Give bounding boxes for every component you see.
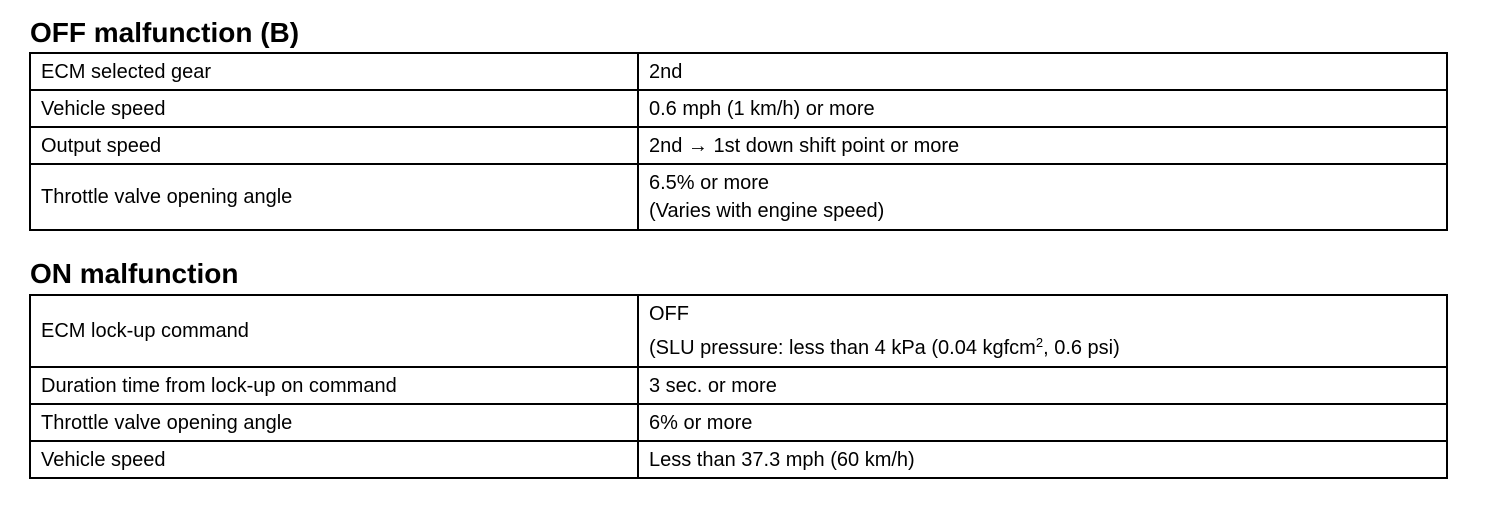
table-row [30, 164, 1447, 230]
condition-value: 3 sec. or more [638, 367, 1447, 404]
superscript: 2 [1035, 335, 1044, 350]
table-row [30, 295, 1447, 367]
condition-item: Throttle valve opening angle [30, 404, 638, 441]
off-malfunction-table [29, 52, 1448, 231]
value-line: (Varies with engine speed) [649, 200, 885, 222]
condition-value: 6% or more [638, 404, 1447, 441]
table-row [30, 53, 1447, 90]
condition-value [638, 164, 1447, 230]
off-malfunction-title: OFF malfunction (B) [30, 17, 300, 48]
value-line [649, 336, 1436, 360]
condition-value: 2nd → 1st down shift point or more [638, 127, 1447, 164]
table-row [30, 367, 1447, 404]
condition-item: Vehicle speed [30, 90, 638, 127]
on-malfunction-table [29, 294, 1448, 479]
table-row [30, 127, 1447, 164]
value-line: OFF [649, 303, 689, 325]
condition-item: Duration time from lock-up on command [30, 367, 638, 404]
value-text: (SLU pressure: less than 4 kPa (0.04 kgfcm [649, 337, 1036, 359]
condition-value: 2nd [638, 53, 1447, 90]
value-text: , 0.6 psi) [1043, 337, 1120, 359]
condition-value: Less than 37.3 mph (60 km/h) [638, 441, 1447, 478]
condition-item: Vehicle speed [30, 441, 638, 478]
value-line: 6.5% or more [649, 172, 770, 194]
condition-item: Output speed [30, 127, 638, 164]
condition-item: Throttle valve opening angle [30, 164, 638, 230]
condition-item: ECM lock-up command [30, 295, 638, 367]
condition-value [638, 295, 1447, 367]
condition-item: ECM selected gear [30, 53, 638, 90]
table-row [30, 90, 1447, 127]
on-malfunction-title: ON malfunction [30, 258, 239, 289]
table-row [30, 404, 1447, 441]
table-row [30, 441, 1447, 478]
condition-value: 0.6 mph (1 km/h) or more [638, 90, 1447, 127]
